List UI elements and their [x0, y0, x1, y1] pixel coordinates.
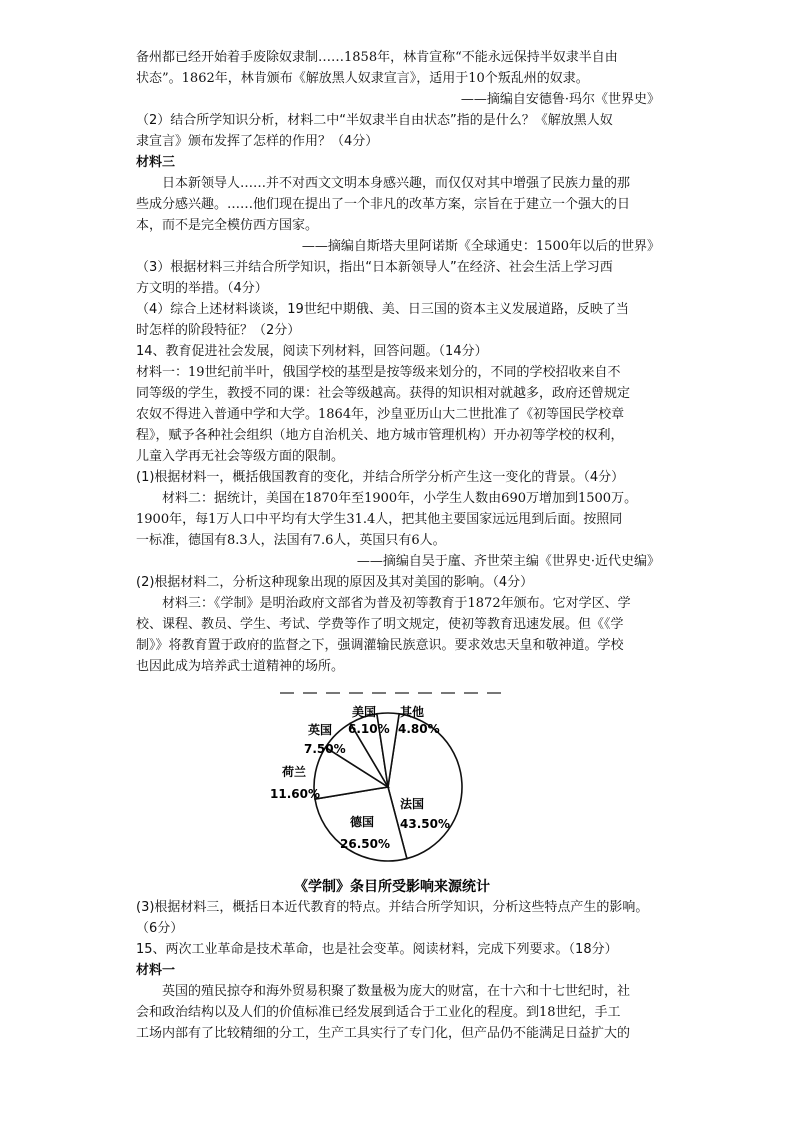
text-line: 材料一: [136, 963, 176, 978]
label-uk-value: 7.50%: [304, 742, 346, 756]
label-fr-value: 43.50%: [400, 817, 450, 831]
text-line: ——摘编自安德鲁·玛尔《世界史》: [460, 92, 660, 107]
text-line: 工场内部有了比较精细的分工，生产工具实行了专门化，但产品仍不能满足日益扩大的: [136, 1026, 631, 1041]
label-other-value: 4.80%: [398, 722, 440, 736]
text-line: (2)根据材料二，分析这种现象出现的原因及其对美国的影响。（4分）: [136, 575, 534, 590]
text-line: 儿童入学再无社会等级方面的限制。: [136, 449, 345, 464]
text-line: 本，而不是完全模仿西方国家。: [136, 218, 319, 233]
text-line: 农奴不得进入普通中学和大学。1864年，沙皇亚历山大二世批准了《初等国民学校章: [136, 407, 625, 422]
label-uk-name: 英国: [308, 723, 333, 737]
label-us-value: 6.10%: [348, 722, 390, 736]
text-line: (3)根据材料三，概括日本近代教育的特点。并结合所学知识，分析这些特点产生的影响。: [136, 900, 649, 915]
label-nl-name: 荷兰: [282, 765, 307, 779]
text-line: 方文明的举措。（4分）: [136, 281, 268, 296]
text-line: ——摘编自吴于廑、齐世荣主编《世界史·近代史编》: [356, 554, 660, 569]
text-line: 材料三: [136, 155, 176, 170]
text-line: 制》》将教育置于政府的监督之下，强调灌输民族意识。要求效忠天皇和敬神道。学校: [136, 638, 624, 653]
text-line: 英国的殖民掠夺和海外贸易积聚了数量极为庞大的财富，在十六和十七世纪时，社: [136, 984, 631, 999]
text-line: 同等级的学生，教授不同的课：社会等级越高。获得的知识相对就越多，政府还曾规定: [136, 386, 631, 401]
text-line: 程》，赋予各种社会组织（地方自治机关、地方城市管理机构）开办初等学校的权利，: [136, 428, 624, 443]
text-line: 一标准，德国有8.3人，法国有7.6人，英国只有6人。: [136, 533, 446, 548]
pie-chart: [240, 690, 560, 902]
text-line: 会和政治结构以及人们的价值标准已经发展到适合于工业化的程度。到18世纪，手工: [136, 1005, 621, 1020]
label-de-value: 26.50%: [340, 837, 390, 851]
text-line: （6分）: [136, 921, 184, 936]
text-line: 状态”。1862年，林肯颁布《解放黑人奴隶宣言》，适用于10个叛乱州的奴隶。: [136, 71, 589, 86]
label-de-name: 德国: [350, 815, 375, 829]
label-us-name: 美国: [352, 705, 377, 719]
text-line: 也因此成为培养武士道精神的场所。: [136, 659, 345, 674]
text-line: （4）综合上述材料谈谈，19世纪中期俄、美、日三国的资本主义发展道路，反映了当: [136, 302, 629, 317]
text-line: 备州都已经开始着手废除奴隶制……1858年，林肯宣称“不能永远保持半奴隶半自由: [136, 50, 618, 65]
text-line: 材料三：《学制》是明治政府文部省为普及初等教育于1872年颁布。它对学区、学: [136, 596, 631, 611]
text-line: (1)根据材料一，概括俄国教育的变化，并结合所学分析产生这一变化的背景。（4分）: [136, 470, 625, 485]
text-line: 1900年，每1万人口中平均有大学生31.4人，把其他主要国家远远甩到后面。按照同: [136, 512, 623, 527]
text-line: 些成分感兴趣。……他们现在提出了一个非凡的改革方案，宗旨在于建立一个强大的日: [136, 197, 631, 212]
text-line: 时怎样的阶段特征？（2分）: [136, 323, 301, 338]
text-line: 15、两次工业革命是技术革命，也是社会变革。阅读材料，完成下列要求。（18分）: [136, 942, 618, 957]
text-line: 隶宣言》颁布发挥了怎样的作用？（4分）: [136, 134, 379, 149]
label-other-name: 其他: [400, 705, 425, 719]
text-line: 材料二：据统计，美国在1870年至1900年，小学生人数由690万增加到1500万。: [136, 491, 638, 506]
label-fr-name: 法国: [400, 797, 425, 811]
text-line: （3）根据材料三并结合所学知识，指出“日本新领导人”在经济、社会生活上学习西: [136, 260, 613, 275]
text-line: 材料一：19世纪前半叶，俄国学校的基型是按等级来划分的，不同的学校招收来自不: [136, 365, 621, 380]
text-line: 14、教育促进社会发展，阅读下列材料，回答问题。（14分）: [136, 344, 488, 359]
text-line: 日本新领导人……并不对西文文明本身感兴趣，而仅仅对其中增强了民族力量的那: [136, 176, 631, 191]
label-nl-value: 11.60%: [270, 787, 320, 801]
text-line: （2）结合所学知识分析，材料二中“半奴隶半自由状态”指的是什么？《解放黑人奴: [136, 113, 613, 128]
text-line: 校、课程、教员、学生、考试、学费等作了明文规定，使初等教育迅速发展。但《《学: [136, 617, 624, 632]
chart-title: 《学制》条目所受影响来源统计: [294, 879, 490, 895]
text-line: ——摘编自斯塔夫里阿诺斯《全球通史：1500年以后的世界》: [301, 239, 660, 254]
